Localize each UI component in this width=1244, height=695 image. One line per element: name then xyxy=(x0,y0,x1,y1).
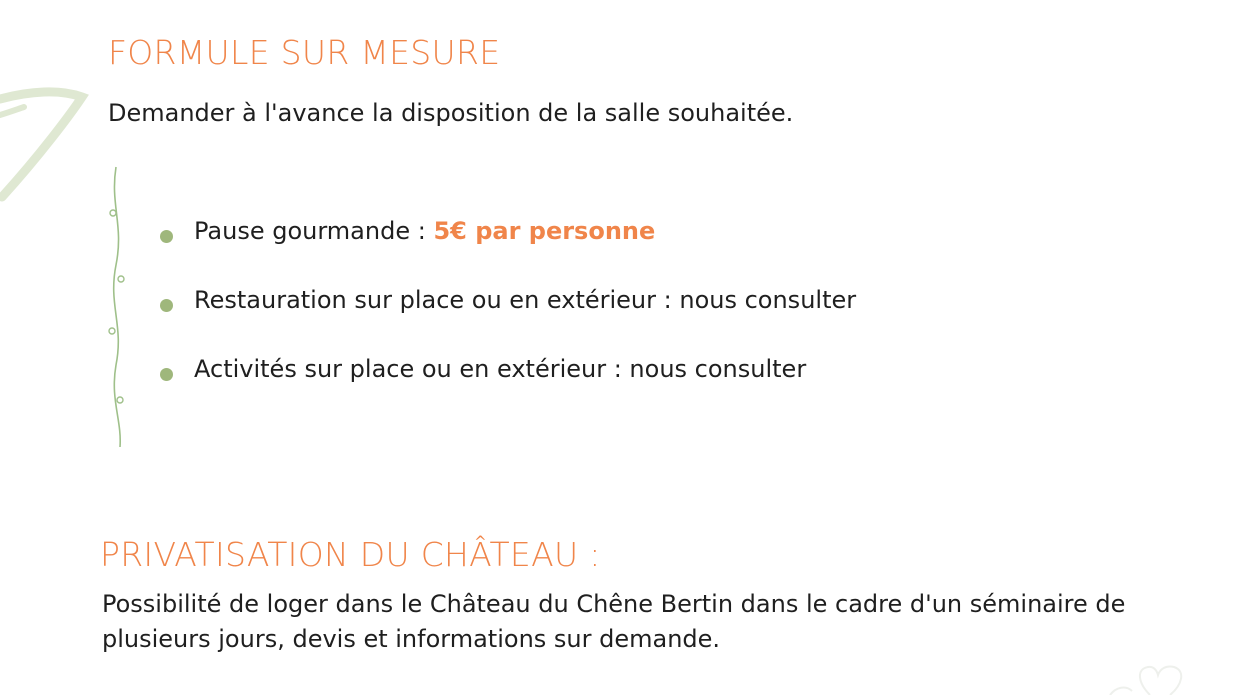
list-item xyxy=(160,212,856,281)
list-item-text: Activités sur place ou en extérieur : nous consulter xyxy=(194,355,807,383)
list-item-text: Pause gourmande : xyxy=(194,217,434,245)
price-highlight: 5€ par personne xyxy=(433,217,656,245)
leaf-decoration-icon xyxy=(0,85,90,205)
bullet-dot-icon xyxy=(160,368,173,381)
privatisation-title: PRIVATISATION DU CHÂTEAU : xyxy=(100,535,601,574)
formule-intro: Demander à l'avance la disposition de la salle souhaitée. xyxy=(108,99,794,127)
list-item xyxy=(160,350,856,419)
bullet-dot-icon xyxy=(160,230,173,243)
list-item-label xyxy=(194,212,655,250)
privatisation-text: Possibilité de loger dans le Château du Chêne Bertin dans le cadre d'un séminaire de plusieurs jours, devis et informations sur demande. xyxy=(102,590,1126,653)
list-item-text: Restauration sur place ou en extérieur : nous consulter xyxy=(194,286,857,314)
formule-title: FORMULE SUR MESURE xyxy=(108,33,501,72)
options-list xyxy=(160,212,856,419)
list-item xyxy=(160,281,856,350)
bullet-dot-icon xyxy=(160,299,173,312)
vine-decoration-icon xyxy=(100,165,134,450)
hearts-decoration-icon xyxy=(1100,655,1200,695)
